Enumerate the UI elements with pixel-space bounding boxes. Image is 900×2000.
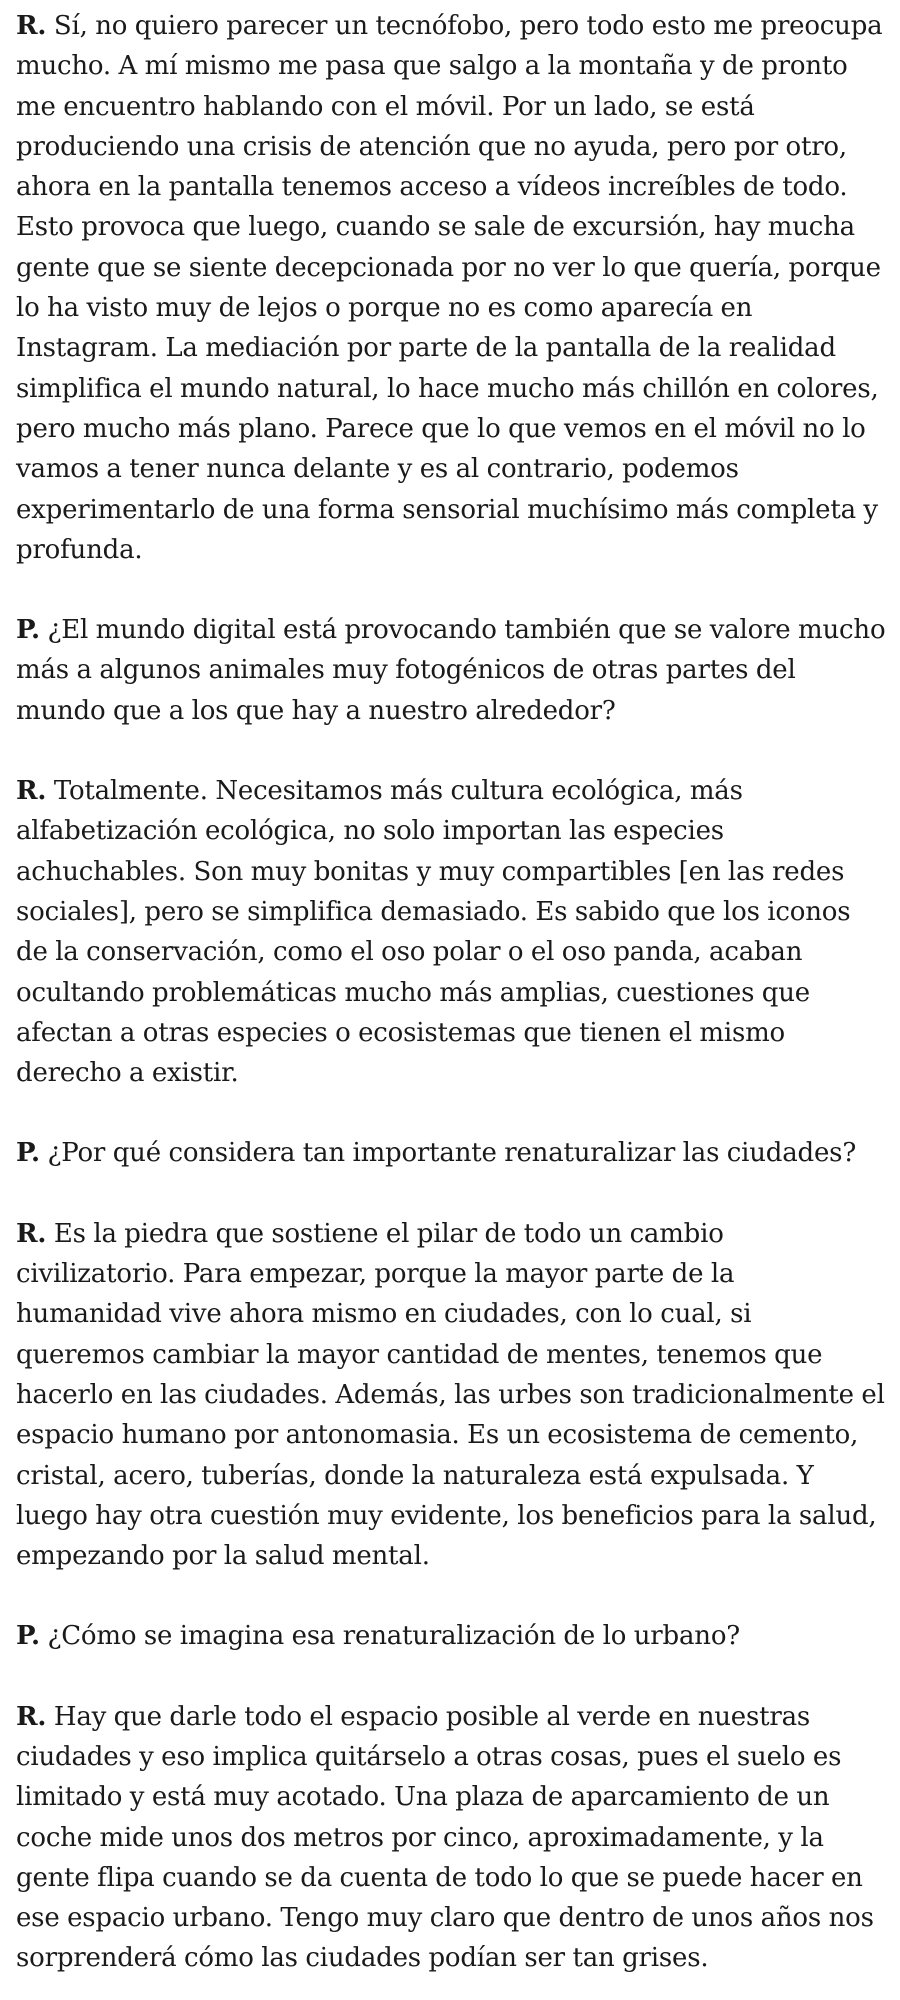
question-paragraph	[16, 1133, 886, 1173]
paragraph-text: ¿El mundo digital está provocando también que se valore mucho más a algunos animales muy fotogénicos de otras partes del mundo que a los que hay a nuestro alrededor?	[16, 615, 886, 726]
speaker-label: R.	[16, 11, 47, 41]
paragraph-text: ¿Cómo se imagina esa renaturalización de lo urbano?	[47, 1621, 741, 1652]
paragraph-text: Hay que darle todo el espacio posible al verde en nuestras ciudades y eso implica quitárselo a otras cosas, pues el suelo es limitado y está muy acotado. Una plaza de aparcamiento de un coche mide unos dos metros por cinco, aproximadamente, y la gente flipa cuando se da cuenta de todo lo que se puede hacer en ese espacio urbano. Tengo muy claro que dentro de unos años nos sorprenderá cómo las ciudades podían ser tan grises.	[16, 1701, 874, 1974]
speaker-label: P.	[16, 1621, 40, 1652]
answer-paragraph	[16, 1214, 886, 1577]
paragraph-text: Sí, no quiero parecer un tecnófobo, pero todo esto me preocupa mucho. A mí mismo me pasa que salgo a la montaña y de pronto me encuentro hablando con el móvil. Por un lado, se está produciendo una crisis de atención que no ayuda, pero por otro, ahora en la pantalla tenemos acceso a vídeos increíbles de todo. Esto provoca que luego, cuando se sale de excursión, hay mucha gente que se siente decepcionada por no ver lo que quería, porque lo ha visto muy de lejos o porque no es como aparecía en Instagram. La mediación por parte de la pantalla de la realidad simplifica el mundo natural, lo hace mucho más chillón en colores, pero mucho más plano. Parece que lo que vemos en el móvil no lo vamos a tener nunca delante y es al contrario, podemos experimentarlo de una forma sensorial muchísimo más completa y profunda.	[16, 11, 883, 565]
paragraph-text: ¿Por qué considera tan importante renaturalizar las ciudades?	[47, 1138, 857, 1169]
speaker-label: R.	[16, 1701, 47, 1732]
question-paragraph	[16, 610, 886, 731]
speaker-label: R.	[16, 1218, 47, 1249]
speaker-label: R.	[16, 776, 47, 807]
answer-paragraph	[16, 6, 886, 570]
speaker-label: P.	[16, 1138, 40, 1169]
paragraph-text: Totalmente. Necesitamos más cultura ecológica, más alfabetización ecológica, no solo importan las especies achuchables. Son muy bonitas y muy compartibles [en las redes sociales], pero se simplifica demasiado. Es sabido que los iconos de la conservación, como el oso polar o el oso panda, acaban ocultando problemáticas mucho más amplias, cuestiones que afectan a otras especies o ecosistemas que tienen el mismo derecho a existir.	[16, 776, 851, 1089]
answer-paragraph	[16, 771, 886, 1093]
question-paragraph	[16, 1616, 886, 1656]
paragraph-text: Es la piedra que sostiene el pilar de todo un cambio civilizatorio. Para empezar, porque la mayor parte de la humanidad vive ahora mismo en ciudades, con lo cual, si queremos cambiar la mayor cantidad de mentes, tenemos que hacerlo en las ciudades. Además, las urbes son tradicionalmente el espacio humano por antonomasia. Es un ecosistema de cemento, cristal, acero, tuberías, donde la naturaleza está expulsada. Y luego hay otra cuestión muy evidente, los beneficios para la salud, empezando por la salud mental.	[16, 1218, 885, 1572]
answer-paragraph	[16, 1697, 886, 1979]
speaker-label: P.	[16, 615, 40, 646]
